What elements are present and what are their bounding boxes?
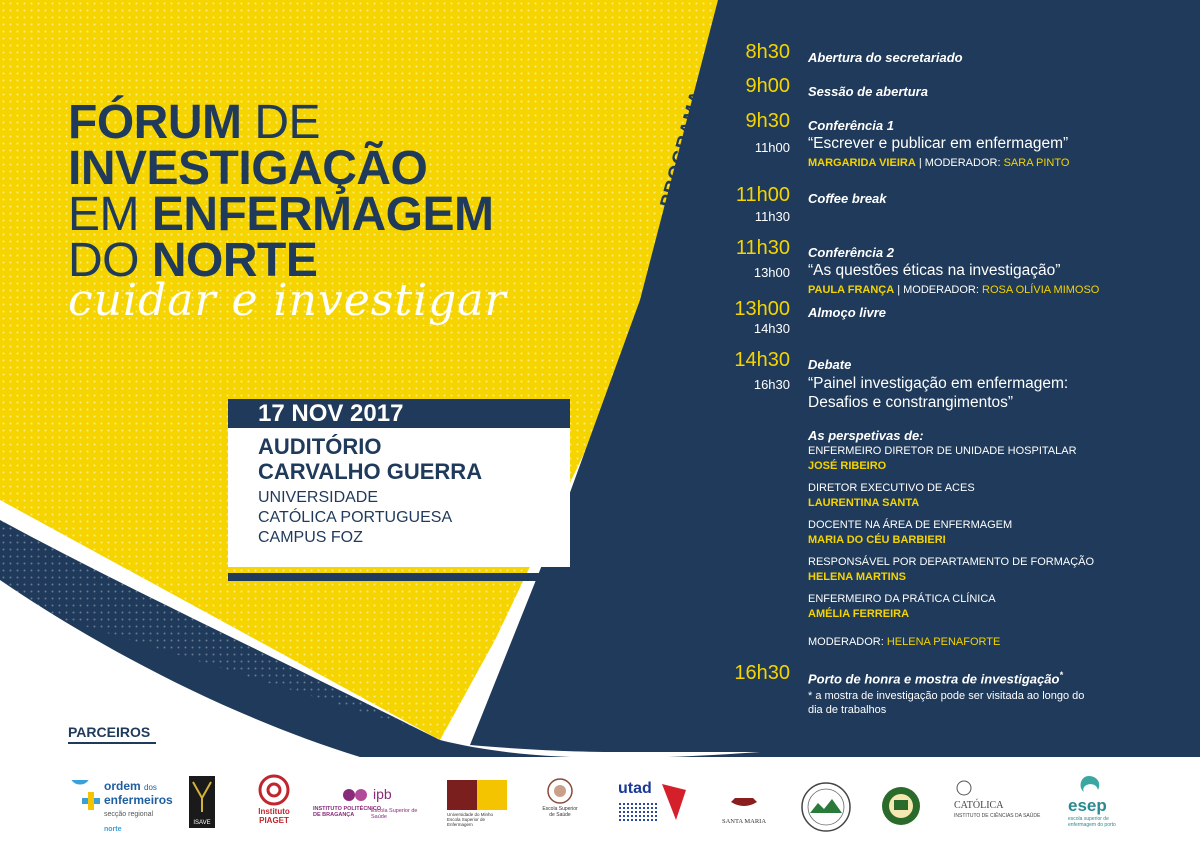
moderator-name: ROSA OLÍVIA MIMOSO <box>982 284 1100 296</box>
catolica-text: CATÓLICA <box>954 800 1004 811</box>
title-word-norte: NORTE <box>151 234 318 287</box>
ipb-text: ipb <box>373 786 392 802</box>
schedule-end-time: 14h30 <box>753 321 790 336</box>
lamp-icon <box>729 792 759 810</box>
schedule-time: 11h00 <box>735 184 790 206</box>
panelist-name: MARIA DO CÉU BARBIERI <box>808 534 946 546</box>
esep-logo <box>1068 774 1134 830</box>
speaker-line <box>808 157 1069 169</box>
catolica-subtext: INSTITUTO DE CIÊNCIAS DA SAÚDE <box>954 813 1041 819</box>
event-date: 17 NOV 2017 <box>228 399 570 428</box>
moderator-name: HELENA PENAFORTE <box>886 636 1001 648</box>
ordem-text: ordem dos enfermeiros secção regional norte <box>104 779 173 833</box>
cross-icon <box>68 780 102 820</box>
utad-eagle-icon <box>658 780 690 824</box>
schedule-end-time: 11h00 <box>754 140 790 155</box>
piaget-logo <box>250 774 298 828</box>
ordem-enfermeiros-logo <box>68 778 178 833</box>
seal-logo <box>800 781 852 833</box>
esep-subtext: escola superior de enfermagem do porto <box>1068 816 1116 828</box>
title-word-forum: FÓRUM <box>68 96 242 149</box>
uminho-logo <box>447 780 509 827</box>
panelist-role: DOCENTE NA ÁREA DE ENFERMAGEM <box>808 519 1013 531</box>
title-word-investigacao: INVESTIGAÇÃO <box>68 142 428 195</box>
title-word-enfermagem: ENFERMAGEM <box>151 188 494 241</box>
uminho-text: Universidade do Minho Escola Superior de Enfermagem <box>447 812 494 827</box>
moderator-label: MODERADOR: <box>808 636 884 648</box>
ipb-logo <box>313 786 425 820</box>
place-line-2: CATÓLICA PORTUGUESA <box>258 509 453 526</box>
venue-line-2: CARVALHO GUERRA <box>258 459 483 484</box>
panelist-role: RESPONSÁVEL POR DEPARTAMENTO DE FORMAÇÃO <box>808 556 1095 568</box>
catolica-crest-icon <box>956 780 972 800</box>
footnote <box>808 689 1138 717</box>
footnote-line-1: * a mostra de investigação pode ser visitada ao longo do <box>808 690 1085 702</box>
schedule-time: 8h30 <box>745 41 790 63</box>
speaker-line <box>808 284 1099 296</box>
place-line-1: UNIVERSIDADE <box>258 489 379 506</box>
partners-underline <box>68 742 156 744</box>
panelist-name: AMÉLIA FERREIRA <box>808 608 910 620</box>
title-row-3 <box>68 188 494 241</box>
utad-logo <box>618 780 690 828</box>
footnote-line-2: dia de trabalhos <box>808 704 887 716</box>
uminho-emblem-right-icon <box>477 780 507 810</box>
schedule-end-time: 11h30 <box>754 209 790 224</box>
schedule-quote: “As questões éticas na investigação” <box>808 262 1061 279</box>
perspectives-label: As perspetivas de: <box>808 428 924 443</box>
venue-line-1: AUDITÓRIO <box>258 434 382 459</box>
place-line-3: CAMPUS FOZ <box>258 529 363 546</box>
venue-box <box>228 428 570 567</box>
schedule-time: 9h30 <box>745 110 790 132</box>
schedule-title: Debate <box>808 357 852 372</box>
viseu-logo <box>540 778 580 826</box>
debate-moderator <box>808 636 1000 648</box>
schedule-time: 16h30 <box>734 662 790 684</box>
schedule-quote: “Escrever e publicar em enfermagem” <box>808 135 1069 152</box>
schedule-title: Conferência 1 <box>808 118 894 133</box>
isave-text: ISAVE <box>193 820 211 826</box>
moderator-name: SARA PINTO <box>1003 157 1070 169</box>
schedule-quote-line-2: Desafios e constrangimentos” <box>808 394 1014 411</box>
schedule-title: Sessão de abertura <box>808 84 928 99</box>
santa-maria-text: SANTA MARIA <box>721 818 767 825</box>
fernando-pessoa-emblem-icon <box>880 778 922 830</box>
moderator-label: | MODERADOR: <box>897 284 979 296</box>
utad-text: utad <box>618 780 652 797</box>
schedule-time: 11h30 <box>735 237 790 259</box>
esep-mark-icon <box>1076 774 1102 796</box>
partners-label: PARCEIROS <box>68 724 151 740</box>
title-word-de: DE <box>254 96 320 149</box>
schedule-time: 13h00 <box>734 298 790 320</box>
utad-dots-icon <box>618 802 658 822</box>
ipb-school: Escola Superior de Saúde <box>371 808 418 820</box>
programa-label: PROGRAMA <box>656 87 709 211</box>
catolica-logo <box>950 780 1042 826</box>
triskele-icon <box>258 774 290 806</box>
panelist-name: JOSÉ RIBEIRO <box>808 460 887 472</box>
speaker-name: PAULA FRANÇA <box>808 284 895 296</box>
panelist-role: ENFERMEIRO DIRETOR DE UNIDADE HOSPITALAR <box>808 445 1077 457</box>
forum-title <box>68 96 494 287</box>
title-row-2 <box>68 142 494 195</box>
piaget-text: Instituto PIAGET <box>258 807 290 825</box>
schedule-end-time: 16h30 <box>753 377 790 392</box>
place-details <box>258 488 570 548</box>
isave-logo <box>189 776 215 828</box>
title-row-1 <box>68 96 494 149</box>
uminho-emblem-icon <box>447 780 477 810</box>
schedule-time: 14h30 <box>734 349 790 371</box>
ipb-name: INSTITUTO POLITÉCNICO DE BRAGANÇA <box>313 806 382 818</box>
subtitle: cuidar e investigar <box>68 275 507 326</box>
santa-maria-logo <box>716 792 772 828</box>
seal-icon <box>800 781 852 833</box>
panelist-name: LAURENTINA SANTA <box>808 497 920 509</box>
schedule-title-text: Porto de honra e mostra de investigação <box>808 671 1060 687</box>
moderator-label: | MODERADOR: <box>918 157 1001 169</box>
viseu-emblem-icon <box>547 778 573 804</box>
ipb-mark-icon <box>341 786 375 804</box>
schedule-time: 9h00 <box>745 75 790 97</box>
panelist-role: ENFERMEIRO DA PRÁTICA CLÍNICA <box>808 593 996 605</box>
schedule-title: Almoço livre <box>808 305 887 320</box>
schedule-title: Abertura do secretariado <box>808 50 963 65</box>
schedule-title <box>808 670 1063 686</box>
schedule-quote-line-1: “Painel investigação em enfermagem: <box>808 375 1069 392</box>
title-word-em: EM <box>68 188 139 241</box>
title-word-do: DO <box>68 234 139 287</box>
speaker-name: MARGARIDA VIEIRA <box>808 157 916 169</box>
viseu-text: Escola Superior de Saúde <box>542 806 578 818</box>
schedule-end-time: 13h00 <box>753 265 790 280</box>
panelist-name: HELENA MARTINS <box>808 571 906 583</box>
esep-text: esep <box>1068 796 1107 815</box>
schedule-title: Coffee break <box>808 191 887 206</box>
isave-mark-icon <box>189 776 215 816</box>
venue-underline <box>228 573 558 581</box>
footnote-marker: * <box>1059 670 1063 680</box>
panelist-role: DIRETOR EXECUTIVO DE ACES <box>808 482 975 494</box>
fernando-pessoa-logo <box>880 778 922 830</box>
schedule-title: Conferência 2 <box>808 245 894 260</box>
